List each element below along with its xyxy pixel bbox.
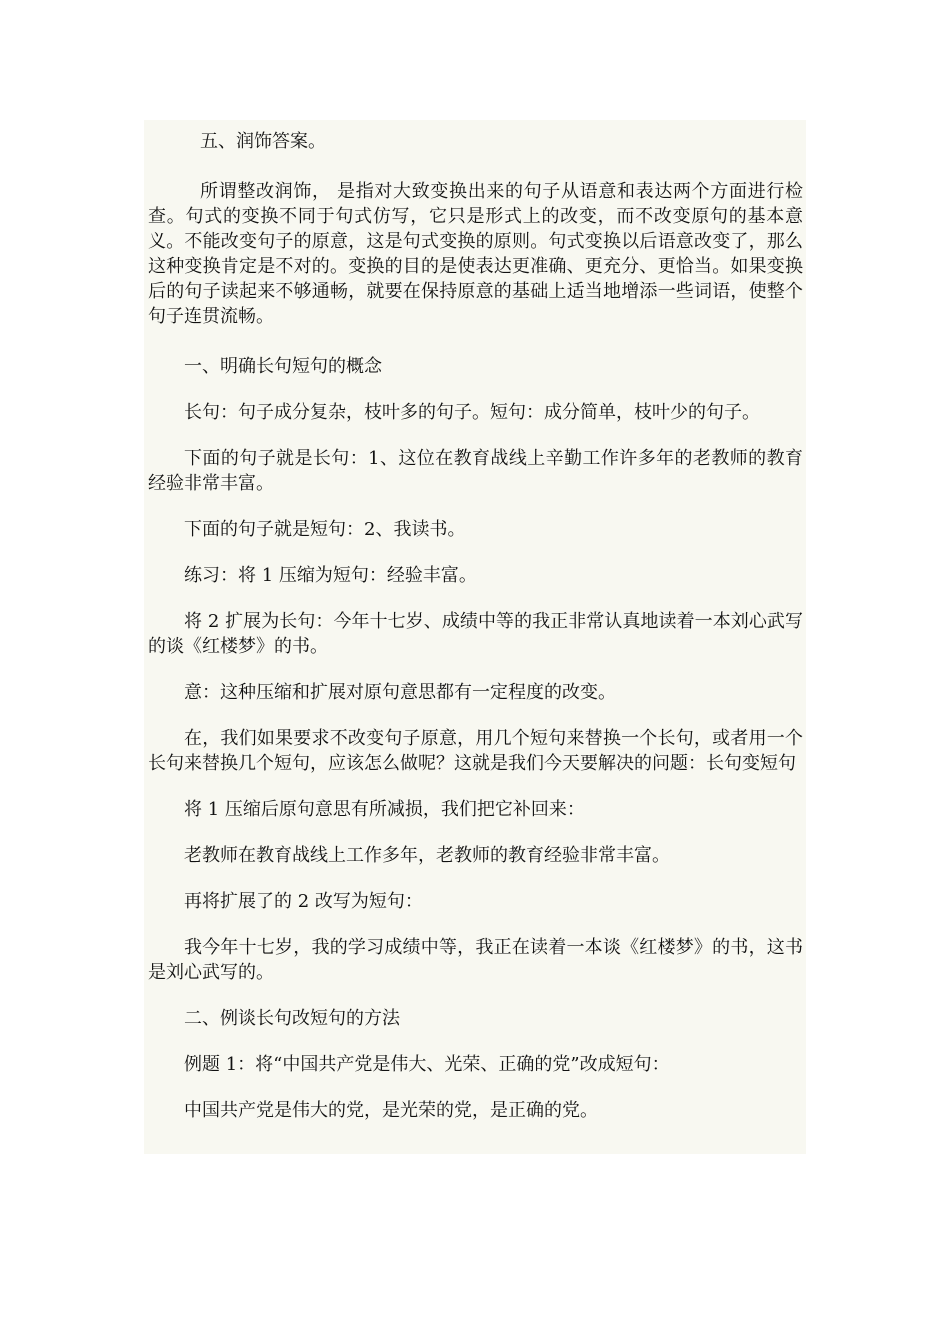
rewrite-result: 我今年十七岁，我的学习成绩中等，我正在读着一本谈《红楼梦》的书，这书是刘心武写的。 xyxy=(148,937,803,983)
section1-title: 一、明确长句短句的概念 xyxy=(184,356,382,377)
section5-title: 五、润饰答案。 xyxy=(200,131,326,152)
rewrite-intro: 再将扩展了的 2 改写为短句： xyxy=(184,891,423,912)
example1-answer: 中国共产党是伟大的党，是光荣的党，是正确的党。 xyxy=(184,1100,598,1121)
restore-result: 老教师在教育战线上工作多年，老教师的教育经验非常丰富。 xyxy=(184,845,670,866)
document-text-block xyxy=(144,120,806,1154)
definition-paragraph: 长句：句子成分复杂，枝叶多的句子。短句：成分简单，枝叶少的句子。 xyxy=(184,402,760,423)
section2-title: 二、例谈长句改短句的方法 xyxy=(184,1008,400,1029)
question-paragraph: 在，我们如果要求不改变句子原意，用几个短句来替换一个长句，或者用一个长句来替换几个短句，应该怎么做呢？这就是我们今天要解决的问题：长句变短句 xyxy=(148,728,803,774)
note-paragraph: 意：这种压缩和扩展对原句意思都有一定程度的改变。 xyxy=(184,682,616,703)
restore-intro: 将 1 压缩后原句意思有所减损，我们把它补回来： xyxy=(184,799,585,820)
short-sentence-example: 下面的句子就是短句：2、我读书。 xyxy=(184,519,466,540)
exercise-compress: 练习：将 1 压缩为短句：经验丰富。 xyxy=(184,565,477,586)
section5-body: 所谓整改润饰， 是指对大致变换出来的句子从语意和表达两个方面进行检查。句式的变换不同于句式仿写，它只是形式上的改变，而不改变原句的基本意义。不能改变句子的原意，这是句式变换的原则。句式变换以后语意改变了，那么这种变换肯定是不对的。变换的目的是使表达更准确、更充分、更恰当。如果变换后的句子读起来不够通畅，就要在保持原意的基础上适当地增添一些词语，使整个句子连贯流畅。 xyxy=(148,181,803,327)
example1-prompt: 例题 1：将“中国共产党是伟大、光荣、正确的党”改成短句： xyxy=(184,1054,670,1075)
long-sentence-example: 下面的句子就是长句：1、这位在教育战线上辛勤工作许多年的老教师的教育经验非常丰富。 xyxy=(148,448,803,494)
exercise-expand: 将 2 扩展为长句：今年十七岁、成绩中等的我正非常认真地读着一本刘心武写的谈《红楼梦》的书。 xyxy=(148,611,803,657)
